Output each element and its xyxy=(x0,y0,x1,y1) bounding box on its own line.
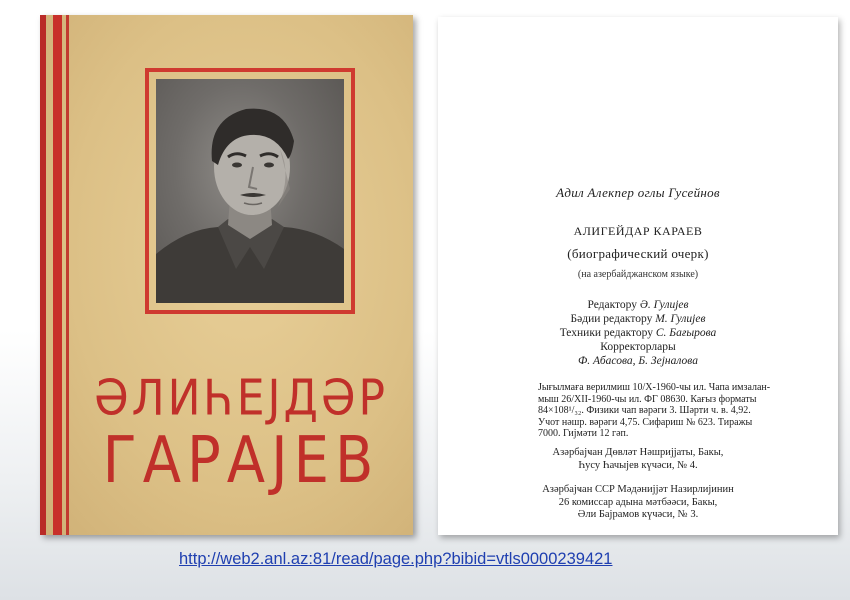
publication-line: Јығылмаға верилмиш 10/X-1960-чы ил. Чапа имзалан- xyxy=(538,382,771,393)
publication-line: Учот нәшр. вәрәги 4,75. Сифариш № 623. Тиражы xyxy=(538,416,753,428)
publisher-line: Һусу Һачыјев күчәси, № 4. xyxy=(578,459,698,471)
credit-role: Техники редактору xyxy=(559,327,653,339)
portrait-image xyxy=(156,79,344,303)
language-note: (на азербайджанском языке) xyxy=(577,269,699,280)
book-cover-image xyxy=(40,15,413,535)
publisher-line: Азәрбајҹан Дөвләт Нәшријјаты, Бакы, xyxy=(552,447,724,458)
credit-line xyxy=(438,326,838,340)
credit-line xyxy=(438,298,838,312)
printer-line: Әли Бајрамов күчәси, № 3. xyxy=(577,509,699,520)
cover-title-last-name: ГАРАЈЕВ xyxy=(102,423,380,498)
publisher-address xyxy=(438,447,838,472)
printer-address xyxy=(438,484,838,522)
credit-name: С. Бағырова xyxy=(655,327,717,339)
proofreaders-label: Корректорлары xyxy=(600,341,676,353)
printer-line: Азәрбајҹан ССР Мәдәнијјәт Назирлијинин xyxy=(542,484,734,495)
publication-details xyxy=(538,382,783,440)
publication-line: мыш 26/XII-1960-чы ил. ФГ 08630. Кағыз форматы xyxy=(538,393,757,405)
imprint-page xyxy=(438,17,838,535)
portrait-frame xyxy=(145,68,355,314)
cover-stripe xyxy=(40,15,46,535)
proofreaders-names: Ф. Абасова, Б. Зејналова xyxy=(578,355,698,367)
book-title: АЛИГЕЙДАР КАРАЕВ xyxy=(573,224,703,238)
credit-line xyxy=(438,312,838,326)
author-name: Адил Алекпер оглы Гусейнов xyxy=(556,185,720,200)
credits-block xyxy=(438,298,838,368)
publication-line: 84×108¹/₃₂. Физики чап вәрәги 3. Шәрти ч. в. 4,92. xyxy=(538,405,751,416)
book-subtitle: (биографический очерк) xyxy=(567,246,709,261)
credit-role: Редактору xyxy=(587,299,638,311)
source-link[interactable]: http://web2.anl.az:81/read/page.php?bibid=vtls0000239421 xyxy=(179,550,613,568)
cover-stripe xyxy=(53,15,62,535)
cover-title-first-name: ӘЛИҺЕЈДӘР xyxy=(93,369,389,428)
printer-line: 26 комиссар адына мәтбәәси, Бакы, xyxy=(558,496,718,508)
credit-name: М. Гулијев xyxy=(655,313,706,325)
portrait-photo xyxy=(156,79,344,303)
credit-role: Бәдии редактору xyxy=(570,313,653,325)
credit-name: Ә. Гулијев xyxy=(639,299,689,311)
publication-line: 7000. Гијмәти 12 гәп. xyxy=(538,428,629,439)
